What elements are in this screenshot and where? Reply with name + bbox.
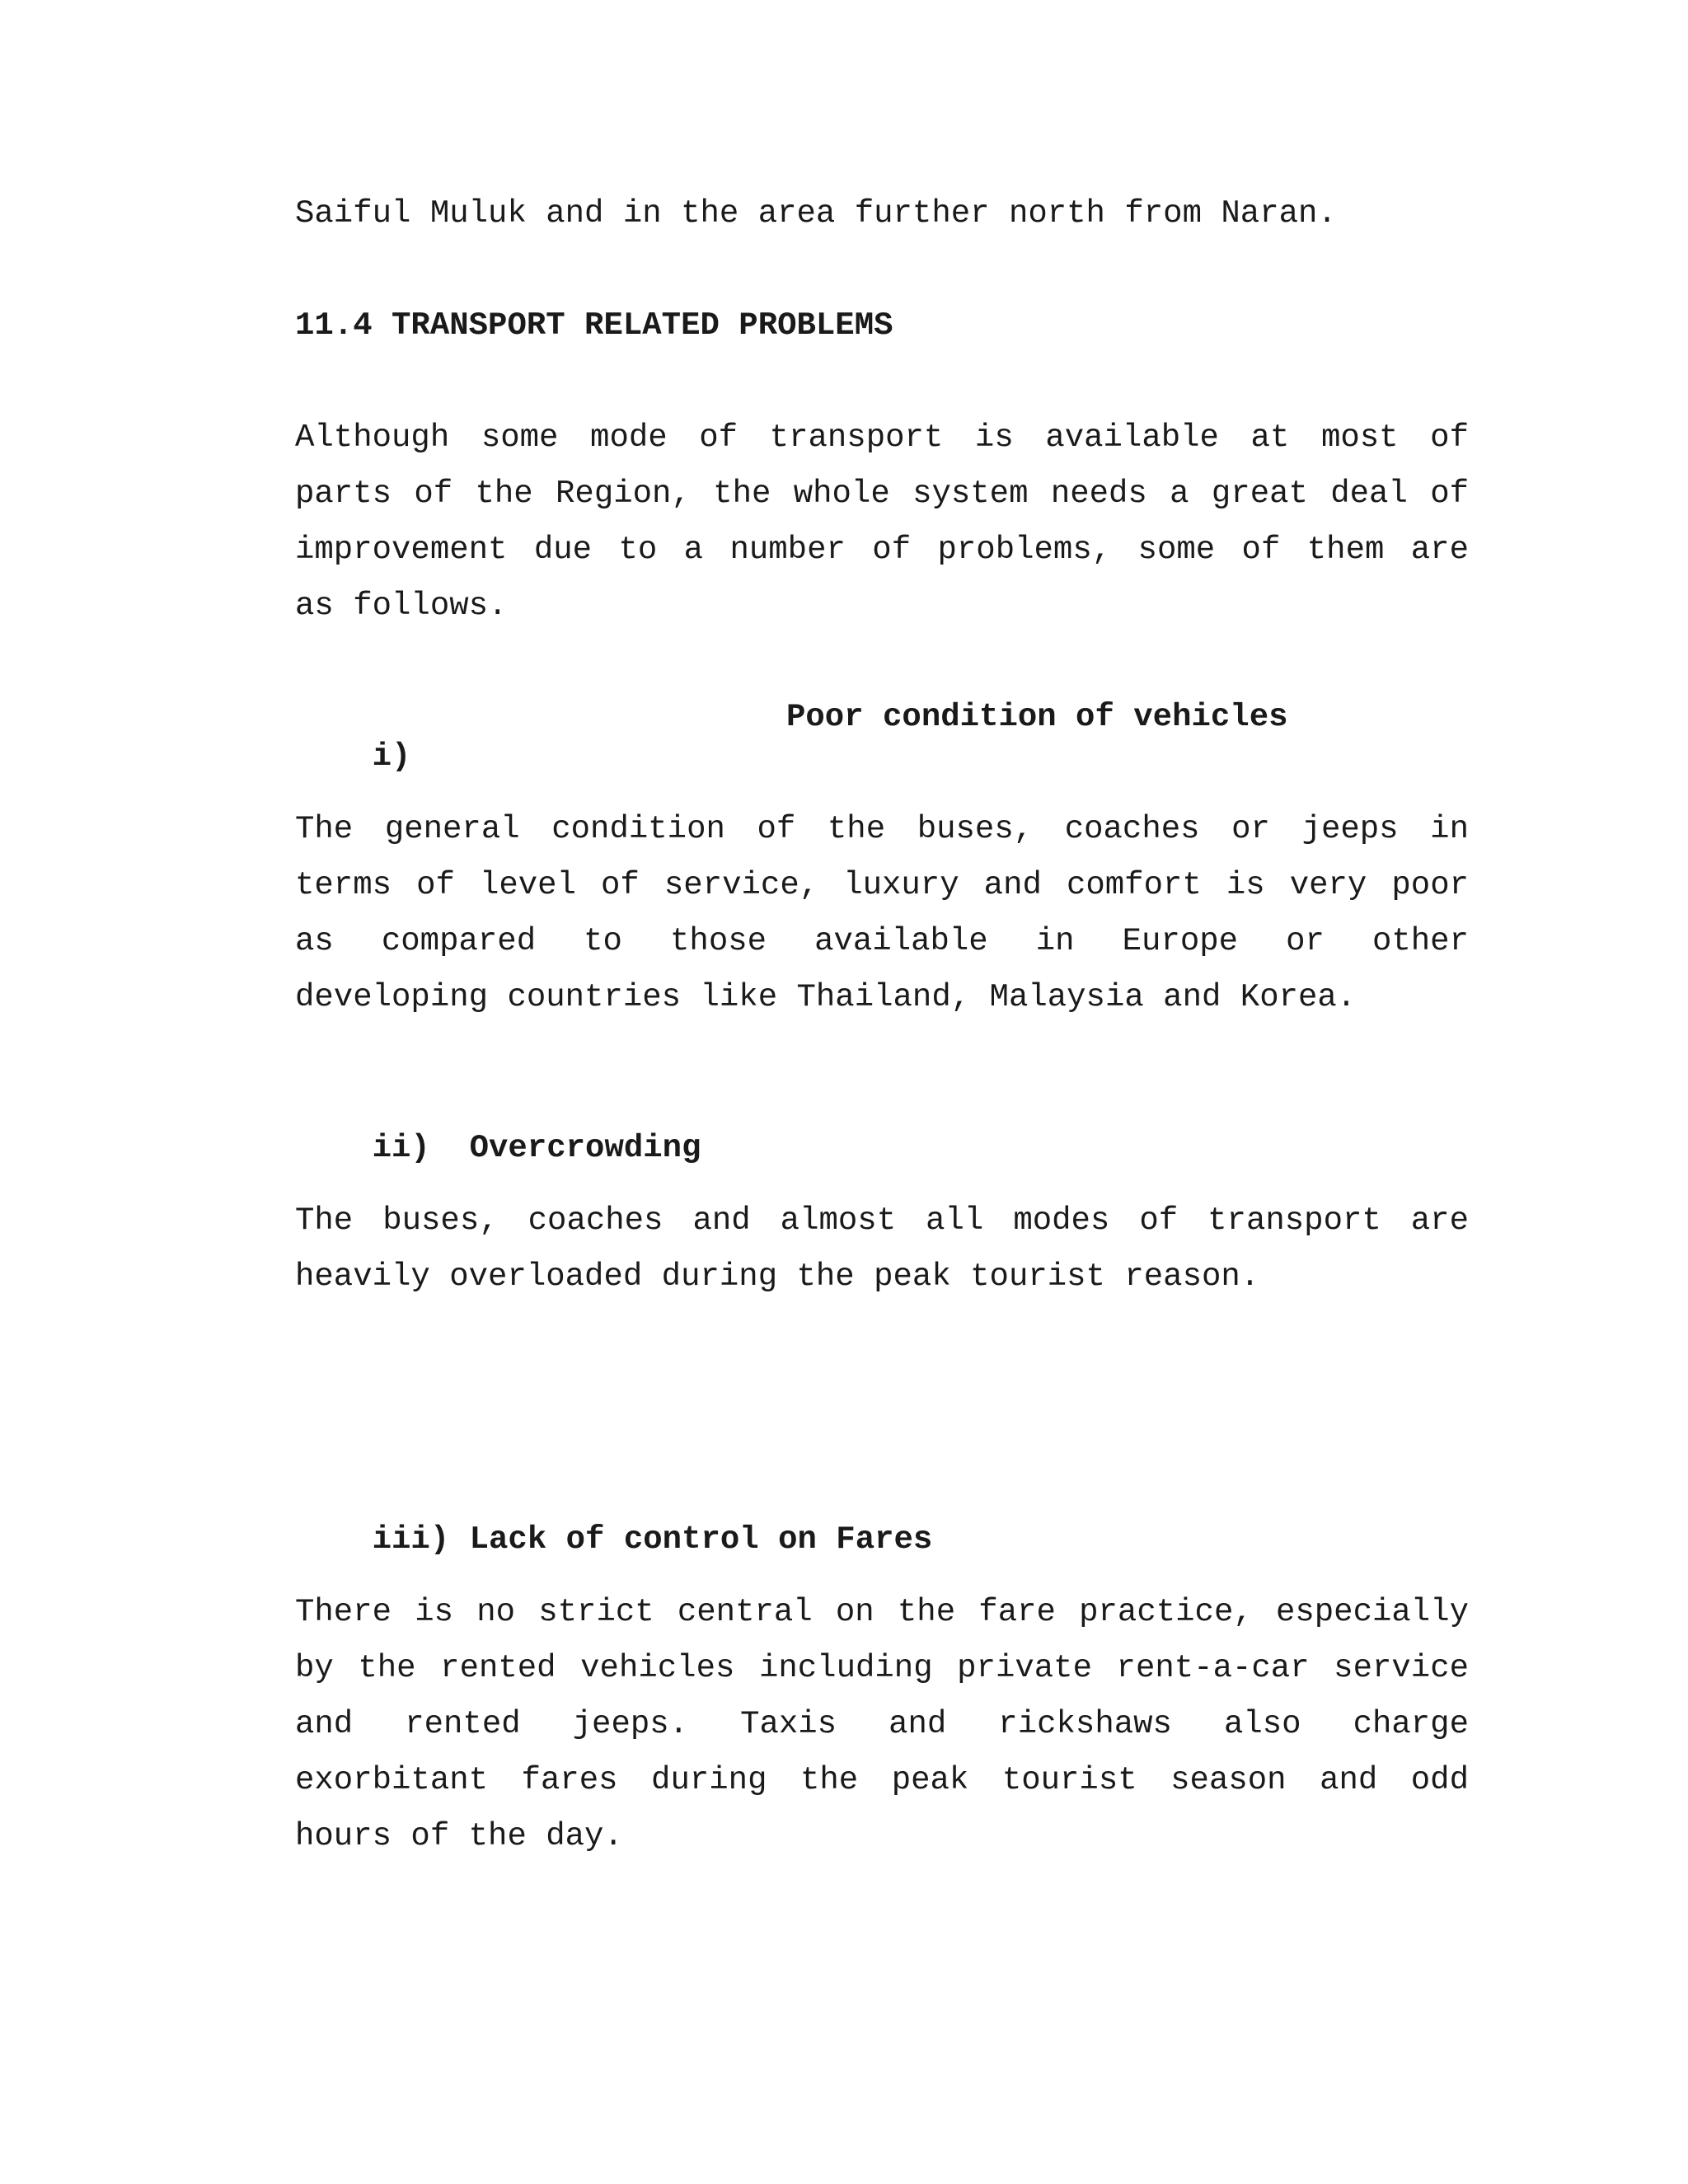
paragraph-line: as compared to those available in Europe or other: [295, 923, 1469, 959]
paragraph-line: The general condition of the buses, coaches or jeeps in: [295, 811, 1469, 847]
section-heading: 11.4 TRANSPORT RELATED PROBLEMS: [295, 307, 893, 344]
item-paragraph-2: [295, 1193, 1469, 1305]
item-paragraph-1: [295, 801, 1469, 1025]
item-heading-2: [295, 1089, 1469, 1207]
intro-paragraph: [295, 410, 1469, 634]
item-number: iii): [372, 1521, 450, 1558]
paragraph-line: The buses, coaches and almost all modes of transport are: [295, 1202, 1469, 1239]
paragraph-line: parts of the Region, the whole system needs a great deal of: [295, 476, 1469, 512]
paragraph-line: terms of level of service, luxury and comfort is very poor: [295, 867, 1469, 903]
item-number: ii): [372, 1130, 430, 1166]
paragraph-line: as follows.: [295, 588, 508, 624]
item-title: Poor condition of vehicles: [786, 699, 1288, 735]
paragraph-line: heavily overloaded during the peak tourist reason.: [295, 1258, 1260, 1295]
paragraph-line: by the rented vehicles including private rent-a-car service: [295, 1650, 1469, 1686]
paragraph-line: hours of the day.: [295, 1818, 623, 1854]
item-title: Overcrowding: [469, 1130, 701, 1166]
paragraph-line: There is no strict central on the fare practice, especially: [295, 1594, 1469, 1630]
paragraph-line: and rented jeeps. Taxis and rickshaws also charge: [295, 1706, 1469, 1742]
item-number: i): [372, 738, 411, 775]
intro-line: Saiful Muluk and in the area further north from Naran.: [295, 195, 1337, 232]
item-paragraph-3: [295, 1584, 1469, 1864]
paragraph-line: exorbitant fares during the peak tourist season and odd: [295, 1762, 1469, 1798]
paragraph-line: improvement due to a number of problems, some of them are: [295, 532, 1469, 568]
paragraph-line: developing countries like Thailand, Malaysia and Korea.: [295, 979, 1357, 1015]
item-heading-3: [295, 1480, 1469, 1599]
item-heading-1: [295, 697, 1469, 816]
item-title: Lack of control on Fares: [469, 1521, 933, 1558]
paragraph-line: Although some mode of transport is available at most of: [295, 419, 1469, 456]
